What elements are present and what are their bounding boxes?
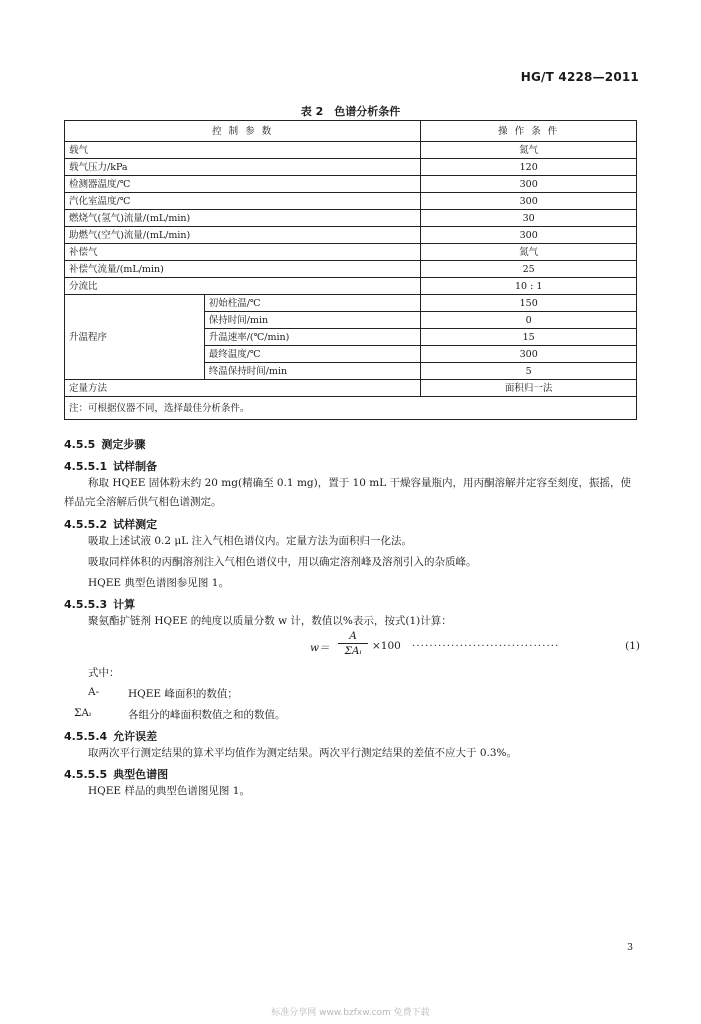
page-number: 3 <box>626 942 633 953</box>
chromatography-conditions-table <box>64 120 637 420</box>
section-4-5-5-2: 4.5.5.2 试样测定 <box>64 518 158 531</box>
standard-code: HG/T 4228—2011 <box>520 70 639 84</box>
paragraph-sample-test-2: 吸取同样体积的丙酮溶剂注入气相色谱仪中，用以确定溶剂峰及溶剂引入的杂质峰。 <box>88 556 477 568</box>
section-4-5-5-4: 4.5.5.4 允许误差 <box>64 730 158 743</box>
where-desc-sum: 各组分的峰面积数值之和的数值。 <box>128 709 286 721</box>
table-row: 分流比 10 : 1 <box>65 278 637 295</box>
table-caption: 表 2 色谱分析条件 <box>300 105 401 118</box>
table-row: 载气 氮气 <box>65 142 637 159</box>
formula-multiplier: ×100 <box>372 640 401 652</box>
formula-lhs: w＝ <box>310 642 330 654</box>
formula-purity <box>310 630 640 664</box>
paragraph-allowable-error: 取两次平行测定结果的算术平均值作为测定结果。两次平行测定结果的差值不应大于 0.3%。 <box>88 747 518 759</box>
table-row: 检测器温度/℃ 300 <box>65 176 637 193</box>
temperature-program-label: 升温程序 <box>65 295 205 380</box>
header-control-parameter: 控 制 参 数 <box>65 121 421 142</box>
section-4-5-5-3: 4.5.5.3 计算 <box>64 598 136 611</box>
table-note-row <box>65 397 637 420</box>
table-row: 终温保持时间/min 5 <box>65 363 637 380</box>
paragraph-sample-test-1: 吸取上述试液 0.2 μL 注入气相色谱仪内。定量方法为面积归一化法。 <box>88 535 413 547</box>
table-row: 补偿气流量/(mL/min) 25 <box>65 261 637 278</box>
formula-equation-number: (1) <box>625 640 640 652</box>
section-4-5-5-5: 4.5.5.5 典型色谱图 <box>64 768 169 781</box>
formula-fraction <box>338 630 368 657</box>
table-row: 定量方法 面积归一法 <box>65 380 637 397</box>
paragraph-sample-test-3: HQEE 典型色谱图参见图 1。 <box>88 577 229 589</box>
section-4-5-5: 4.5.5 测定步骤 <box>64 438 146 451</box>
header-operating-condition: 操 作 条 件 <box>421 121 637 142</box>
table-note: 注：可根据仪器不同，选择最佳分析条件。 <box>65 397 637 420</box>
paragraph-calculation: 聚氨酯扩链剂 HQEE 的纯度以质量分数 w 计，数值以%表示，按式(1)计算： <box>88 615 452 627</box>
table-row: 升温程序 初始柱温/℃ 150 <box>65 295 637 312</box>
where-symbol-a: A- <box>88 686 100 698</box>
formula-denominator: ΣAᵢ <box>344 645 362 657</box>
paragraph-sample-prep: 称取 HQEE 固体粉末约 20 mg(精确至 0.1 mg)，置于 10 mL 干燥容量瓶内，用丙酮溶解并定容至刻度，振摇，使样品完全溶解后供气相色谱测定。 <box>64 477 632 508</box>
table-row: 燃烧气(氢气)流量/(mL/min) 30 <box>65 210 637 227</box>
where-desc-a: HQEE 峰面积的数值； <box>128 688 238 700</box>
table-row: 最终温度/℃ 300 <box>65 346 637 363</box>
footer-watermark: 标准分享网 www.bzfxw.com 免费下载 <box>271 1008 430 1018</box>
table-row: 补偿气 氮气 <box>65 244 637 261</box>
table-row: 汽化室温度/℃ 300 <box>65 193 637 210</box>
formula-numerator: A <box>338 630 368 644</box>
section-4-5-5-1: 4.5.5.1 试样制备 <box>64 460 158 473</box>
formula-leader-dots: ·································· <box>412 640 560 652</box>
paragraph-typical-chromatogram: HQEE 样品的典型色谱图见图 1。 <box>88 785 250 797</box>
where-label: 式中： <box>88 667 120 679</box>
table-row: 助燃气(空气)流量/(mL/min) 300 <box>65 227 637 244</box>
where-symbol-sum: ΣAᵢ <box>74 707 92 719</box>
table-row: 保持时间/min 0 <box>65 312 637 329</box>
table-row: 载气压力/kPa 120 <box>65 159 637 176</box>
table-row: 升温速率/(℃/min) 15 <box>65 329 637 346</box>
